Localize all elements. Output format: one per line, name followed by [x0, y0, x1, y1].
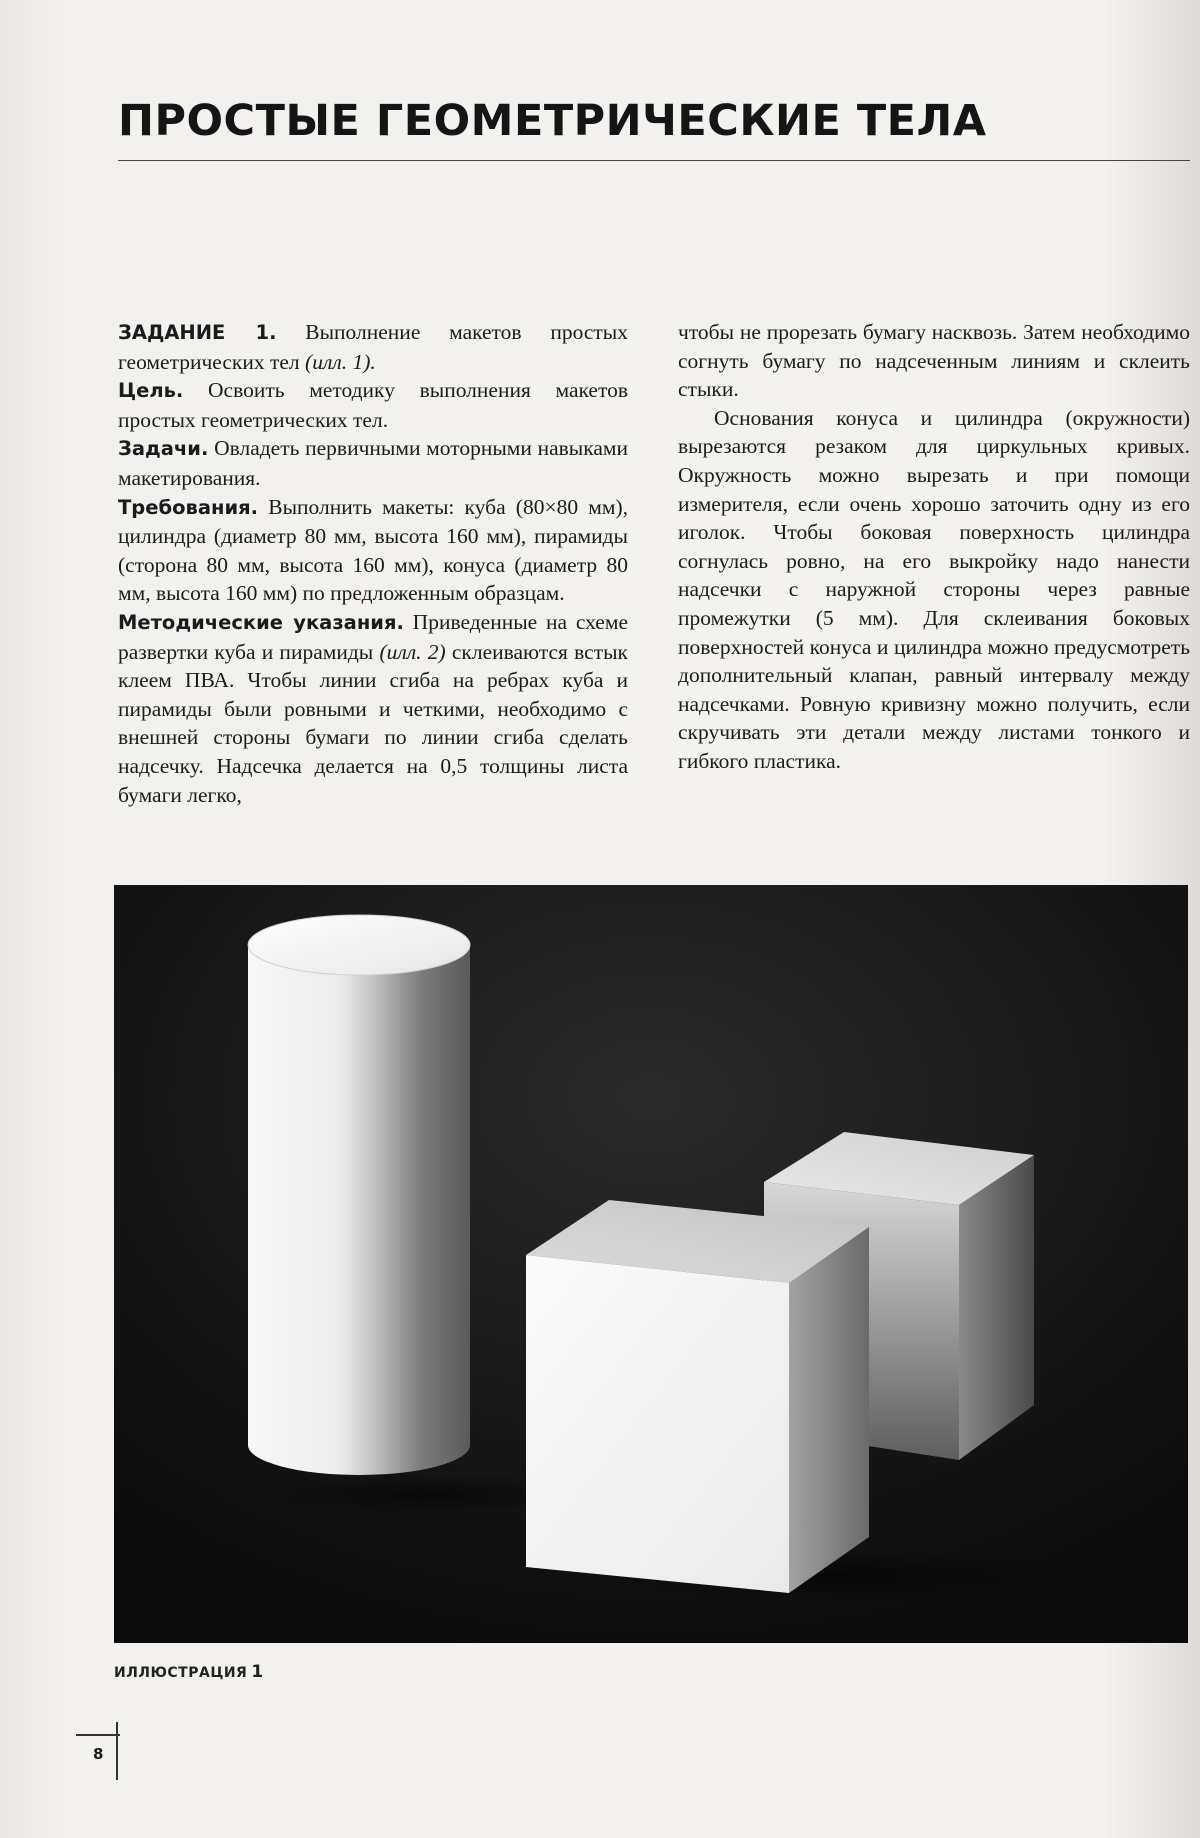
- right-paragraph-2: Основания конуса и цилиндра (окружности) вырезаются резаком для циркульных кривых. Окружность можно вырезать и при помощи измерителя, если очень хорошо заточить одну из его иголок. Чтобы боковая поверхность цилиндра согнулась ровно, на его выкройку надо нанести надсечки с наружной стороны через равные промежутки (5 мм). Для склеивания боковых поверхностей конуса и цилиндра можно предусмотреть дополнительный клапан, равный интервалу между надсечками. Ровную кривизну можно получить, если скручивать эти детали между листами тонкого и гибкого пластика.: [678, 405, 1190, 773]
- crop-mark-vertical: [116, 1722, 118, 1780]
- method-text-1: Приведенные на схеме развертки куба и пирамиды: [118, 609, 628, 664]
- goal-paragraph: [118, 376, 628, 434]
- caption-label: ИЛЛЮСТРАЦИЯ: [114, 1665, 248, 1681]
- method-text-2: склеиваются встык клеем ПВА. Чтобы линии сгиба на ребрах куба и пирамиды были ровными и четкими, необходимо с внешней стороны бумаги по линии сгиба сделать надсечку. Надсечка делается на 0,5 толщины листа бумаги легко,: [118, 639, 628, 807]
- left-text-column: [118, 318, 628, 809]
- illustration-photo: [114, 885, 1188, 1643]
- geometric-solids-photo: [114, 885, 1188, 1643]
- front-cube-shape: [526, 1200, 869, 1593]
- caption-number: 1: [251, 1662, 264, 1682]
- title-rule: [118, 160, 1190, 161]
- right-paragraph-1: чтобы не прорезать бумагу насквозь. Затем необходимо согнуть бумагу по надсеченным линиям и склеить стыки.: [678, 320, 1190, 402]
- method-label: Методические указания.: [118, 610, 404, 634]
- method-illustration-ref: (илл. 2): [379, 639, 446, 664]
- figure-caption: [114, 1662, 264, 1682]
- goal-text: Освоить методику выполнения макетов простых геометрических тел.: [118, 378, 628, 432]
- task-text: Выполнение макетов простых геометрических тел: [118, 320, 628, 374]
- method-paragraph: [118, 608, 628, 809]
- requirements-paragraph: [118, 493, 628, 608]
- goal-label: Цель.: [118, 379, 184, 403]
- crop-mark-horizontal: [76, 1734, 120, 1736]
- task-label: ЗАДАНИЕ 1.: [118, 321, 277, 344]
- page-title: ПРОСТЫЕ ГЕОМЕТРИЧЕСКИЕ ТЕЛА: [118, 96, 987, 146]
- objectives-paragraph: [118, 434, 628, 492]
- task-paragraph: [118, 318, 628, 376]
- requirements-text: Выполнить макеты: куба (80×80 мм), цилиндра (диаметр 80 мм, высота 160 мм), пирамиды (сторона 80 мм, высота 160 мм), конуса (диаметр 80 мм, высота 160 мм) по предложенным образцам.: [118, 494, 628, 606]
- right-text-column: [678, 318, 1190, 776]
- requirements-label: Требования.: [118, 495, 259, 519]
- objectives-text: Овладеть первичными моторными навыками макетирования.: [118, 436, 628, 490]
- cylinder-shape: [248, 915, 470, 1475]
- page-number: 8: [93, 1745, 104, 1763]
- task-illustration-ref: (илл. 1).: [305, 349, 376, 374]
- objectives-label: Задачи.: [118, 437, 209, 461]
